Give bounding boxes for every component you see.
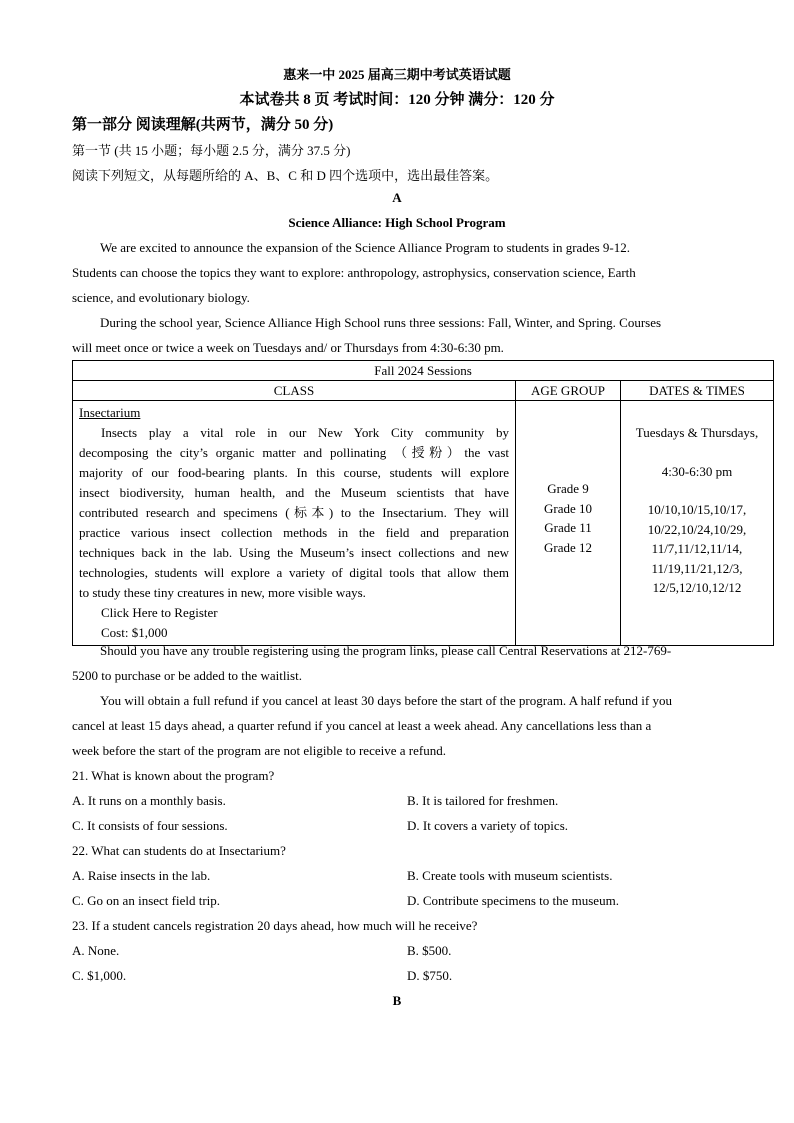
dates-cell bbox=[621, 401, 774, 646]
option-a: A. None. bbox=[72, 943, 120, 958]
header-age-group: AGE GROUP bbox=[516, 381, 621, 401]
class-name: Insectarium bbox=[79, 405, 141, 420]
class-cost: Cost: $1,000 bbox=[101, 625, 168, 640]
class-desc-line: technologies, students will explore a variety of digital tools that allow them bbox=[79, 565, 509, 580]
paragraph-line: will meet once or twice a week on Tuesdays and/ or Thursdays from 4:30-6:30 pm. bbox=[72, 340, 504, 355]
passage-letter-b: B bbox=[392, 993, 402, 1008]
question-stem: 21. What is known about the program? bbox=[72, 768, 275, 783]
class-desc-line: techniques back in the lab. Using the Museum’s insect collections and new bbox=[79, 545, 509, 560]
option-c: C. $1,000. bbox=[72, 968, 127, 983]
passage-title: Science Alliance: High School Program bbox=[288, 215, 506, 230]
paragraph-line: We are excited to announce the expansion of the Science Alliance Program to students in grades 9-12. bbox=[100, 240, 630, 255]
paragraph-line: week before the start of the program are not eligible to receive a refund. bbox=[72, 743, 446, 758]
option-a: A. It runs on a monthly basis. bbox=[72, 793, 226, 808]
date-line: 10/22,10/24,10/29, bbox=[647, 521, 747, 537]
grade-item: Grade 12 bbox=[543, 539, 592, 555]
class-desc-line: to study these tiny creatures in new, more visible ways. bbox=[79, 585, 366, 600]
passage-letter-a: A bbox=[392, 190, 402, 205]
class-desc-line: practice various insect collection methods in the field and preparation bbox=[79, 525, 509, 540]
table-title: Fall 2024 Sessions bbox=[73, 361, 774, 381]
option-b: B. $500. bbox=[407, 943, 452, 958]
option-b: B. Create tools with museum scientists. bbox=[407, 868, 613, 883]
option-d: D. It covers a variety of topics. bbox=[407, 818, 569, 833]
date-line: 10/10,10/15,10/17, bbox=[647, 502, 747, 517]
class-desc-line: decomposing the city’s organic matter and pollinating （授粉）the vast bbox=[79, 445, 509, 460]
section-info: 第一节 (共 15 小题；每小题 2.5 分，满分 37.5 分) bbox=[72, 143, 351, 158]
class-cell bbox=[73, 401, 516, 646]
option-d: D. $750. bbox=[407, 968, 453, 983]
paragraph-line: cancel at least 15 days ahead, a quarter refund if you cancel at least a week ahead. Any cancellations less than a bbox=[72, 718, 652, 733]
class-desc-line: Insects play a vital role in our New York City community by bbox=[101, 425, 509, 440]
question-stem: 22. What can students do at Insectarium? bbox=[72, 843, 286, 858]
age-group-cell bbox=[516, 401, 621, 646]
date-line: 12/5,12/10,12/12 bbox=[652, 580, 742, 595]
school-title: 惠来一中 2025 届高三期中考试英语试题 bbox=[283, 67, 511, 82]
date-line: 11/7,11/12,11/14, bbox=[651, 541, 743, 556]
meeting-time: 4:30-6:30 pm bbox=[661, 463, 733, 479]
grade-item: Grade 10 bbox=[543, 500, 592, 516]
header-class: CLASS bbox=[73, 381, 516, 401]
question-stem: 23. If a student cancels registration 20 days ahead, how much will he receive? bbox=[72, 918, 478, 933]
meeting-days: Tuesdays & Thursdays, bbox=[635, 425, 759, 440]
class-desc-line: insect biodiversity, human health, and the Museum scientists that have bbox=[79, 485, 509, 500]
class-desc-line: contributed research and specimens (标本) to the Insectarium. They will bbox=[79, 505, 509, 520]
paragraph-line: Students can choose the topics they want to explore: anthropology, astrophysics, conservation science, Earth bbox=[72, 265, 636, 280]
paragraph-line: During the school year, Science Alliance High School runs three sessions: Fall, Winter, and Spring. Courses bbox=[100, 315, 662, 330]
paragraph-line: Should you have any trouble registering using the program links, please call Central Reservations at 212-769- bbox=[100, 643, 672, 658]
paragraph-line: science, and evolutionary biology. bbox=[72, 290, 250, 305]
part-title: 第一部分 阅读理解(共两节，满分 50 分) bbox=[72, 117, 334, 133]
paragraph-line: You will obtain a full refund if you cancel at least 30 days before the start of the program. A half refund if you bbox=[100, 693, 672, 708]
sessions-table bbox=[72, 360, 774, 646]
option-c: C. Go on an insect field trip. bbox=[72, 893, 221, 908]
option-a: A. Raise insects in the lab. bbox=[72, 868, 211, 883]
grade-item: Grade 9 bbox=[547, 481, 589, 496]
date-line: 11/19,11/21,12/3, bbox=[651, 560, 743, 576]
option-b: B. It is tailored for freshmen. bbox=[407, 793, 559, 808]
register-link[interactable]: Click Here to Register bbox=[101, 605, 218, 620]
class-desc-line: majority of our food-bearing plants. In this course, students will explore bbox=[79, 465, 509, 480]
option-c: C. It consists of four sessions. bbox=[72, 818, 228, 833]
grade-item: Grade 11 bbox=[544, 520, 592, 535]
option-d: D. Contribute specimens to the museum. bbox=[407, 893, 619, 908]
paragraph-line: 5200 to purchase or be added to the waitlist. bbox=[72, 668, 302, 683]
instructions: 阅读下列短文，从每题所给的 A、B、C 和 D 四个选项中，选出最佳答案。 bbox=[72, 168, 499, 183]
exam-info: 本试卷共 8 页 考试时间：120 分钟 满分：120 分 bbox=[239, 92, 555, 108]
header-dates-times: DATES & TIMES bbox=[621, 381, 774, 401]
